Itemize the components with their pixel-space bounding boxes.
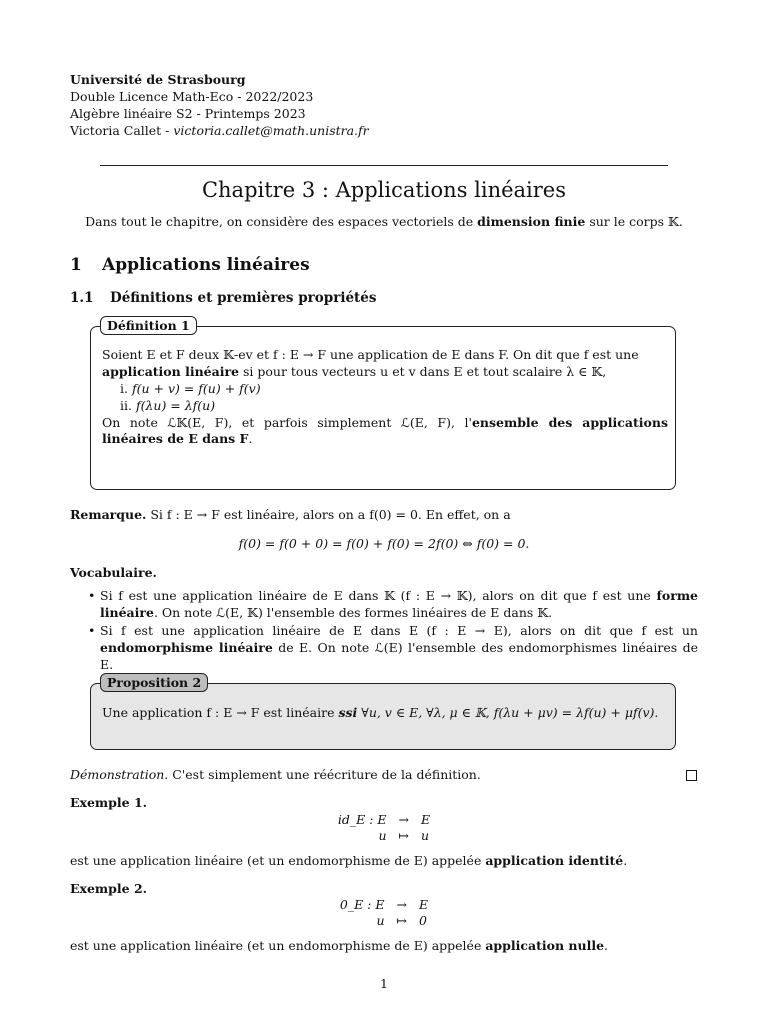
example1-r1-c1: id_E : E xyxy=(337,812,387,827)
demonstration-label: Démonstration. xyxy=(70,767,169,782)
example2-r1-c3: E xyxy=(418,897,429,912)
remark-paragraph xyxy=(70,507,698,524)
definition-item-2 xyxy=(120,398,668,415)
proposition-tag: Proposition 2 xyxy=(100,673,208,692)
demonstration-text: C'est simplement une réécriture de la définition. xyxy=(168,767,481,782)
definition-bold-term: application linéaire xyxy=(102,363,240,379)
definition-note xyxy=(102,415,668,449)
item1-formula: f(u + v) = f(u) + f(v) xyxy=(131,380,261,396)
example1-conclusion xyxy=(70,853,698,870)
note-before: On note ℒ𝕂(E, F), et parfois simplement ℒ(E, F), l' xyxy=(102,414,472,430)
example1-r1-c3: E xyxy=(421,812,431,827)
qed-square-icon xyxy=(686,770,697,781)
section-number: 1 xyxy=(70,255,82,275)
definition-body xyxy=(102,347,668,448)
example1-after-bold: application identité xyxy=(485,853,624,868)
header-author xyxy=(70,123,698,140)
bullet1-before: Si f est une application linéaire de E dans 𝕂 (f : E → 𝕂), alors on dit que f est une xyxy=(100,588,657,603)
author-name: Victoria Callet - xyxy=(70,122,174,138)
example2-r2-c3: 0 xyxy=(418,913,427,928)
example1-r2-c2: ↦ xyxy=(398,828,410,843)
definition-line2-text: si pour tous vecteurs u et v dans E et tout scalaire λ ∈ 𝕂, xyxy=(239,363,607,379)
proposition-ssi: ssi xyxy=(338,705,358,720)
example1-after-end: . xyxy=(623,853,628,868)
author-email: victoria.callet@math.unistra.fr xyxy=(173,122,369,138)
vocabulary-bullet-2 xyxy=(100,623,698,674)
section-title: Applications linéaires xyxy=(102,255,310,275)
intro-paragraph xyxy=(0,214,768,231)
example1-row1 xyxy=(332,812,436,828)
item2-label: ii. xyxy=(120,397,132,413)
chapter-title: Chapitre 3 : Applications linéaires xyxy=(201,178,567,202)
subsection-heading xyxy=(70,289,376,307)
proposition-before: Une application f : E → F est linéaire xyxy=(102,705,339,720)
example2-row1 xyxy=(334,897,434,913)
example2-map-table xyxy=(334,897,434,929)
intro-after: sur le corps 𝕂. xyxy=(585,214,683,229)
example1-r2-c3: u xyxy=(421,828,430,843)
example1-r1-c2: → xyxy=(398,812,410,827)
example2-after-end: . xyxy=(604,938,609,953)
item1-label: i. xyxy=(120,380,128,396)
subsection-number: 1.1 xyxy=(70,290,94,306)
proposition-formula: ∀u, v ∈ E, ∀λ, μ ∈ 𝕂, f(λu + μv) = λf(u) + μf(v). xyxy=(357,705,659,720)
example2-row2 xyxy=(334,913,434,929)
bullet2-after: de E. On note ℒ(E) l'ensemble des endomorphismes linéaires de E. xyxy=(100,639,698,672)
bullet2-bold: endomorphisme linéaire xyxy=(100,639,273,655)
remark-text: Si f : E → F est linéaire, alors on a f(0) = 0. En effet, on a xyxy=(146,507,511,522)
vocabulary-list xyxy=(100,588,698,674)
example2-conclusion xyxy=(70,938,698,955)
example1-map xyxy=(0,812,768,844)
example1-row2 xyxy=(332,828,436,844)
vocabulary-bullet-1 xyxy=(100,588,698,622)
note-bold: ensemble des applications linéaires de E dans F xyxy=(102,414,668,447)
title-rule xyxy=(100,165,668,166)
remark-label: Remarque. xyxy=(70,507,147,522)
example2-r1-c2: → xyxy=(396,897,407,912)
example1-map-table xyxy=(332,812,436,844)
definition-line2 xyxy=(102,364,668,381)
remark-equation: f(0) = f(0 + 0) = f(0) + f(0) = 2f(0) ⇔ f(0) = 0. xyxy=(238,536,530,551)
header-program: Double Licence Math-Eco - 2022/2023 xyxy=(70,88,314,104)
vocabulary-title: Vocabulaire. xyxy=(70,565,157,580)
note-after: . xyxy=(248,431,253,447)
bullet2-before: Si f est une application linéaire de E dans E (f : E → E), alors on dit que f est un xyxy=(100,622,698,638)
document-header xyxy=(70,72,698,140)
bullet1-after: . On note ℒ(E, 𝕂) l'ensemble des formes linéaires de E dans 𝕂. xyxy=(153,604,553,620)
definition-line1: Soient E et F deux 𝕂-ev et f : E → F une application de E dans F. On dit que f est une xyxy=(102,347,639,362)
subsection-title: Définitions et premières propriétés xyxy=(110,290,377,306)
intro-bold: dimension finie xyxy=(477,214,586,229)
example2-map xyxy=(0,897,768,929)
example2-after-before: est une application linéaire (et un endomorphisme de E) appelée xyxy=(70,938,486,953)
item2-formula: f(λu) = λf(u) xyxy=(135,397,216,413)
section-heading xyxy=(70,254,310,277)
example2-title: Exemple 2. xyxy=(70,881,148,896)
example1-r2-c1: u xyxy=(378,828,387,843)
example2-after-bold: application nulle xyxy=(485,938,605,953)
definition-item-1 xyxy=(120,381,668,398)
definition-tag: Définition 1 xyxy=(100,316,197,335)
header-course: Algèbre linéaire S2 - Printemps 2023 xyxy=(70,105,306,121)
bullet1-bold: forme linéaire xyxy=(100,588,698,620)
example1-title: Exemple 1. xyxy=(70,795,148,810)
example1-after-before: est une application linéaire (et un endomorphisme de E) appelée xyxy=(70,853,486,868)
demonstration-paragraph xyxy=(70,767,698,784)
example2-r2-c2: ↦ xyxy=(396,913,407,928)
page-number: 1 xyxy=(380,976,388,991)
intro-before: Dans tout le chapitre, on considère des espaces vectoriels de xyxy=(85,214,478,229)
proposition-body xyxy=(102,705,668,722)
example2-r1-c1: 0_E : E xyxy=(339,897,385,912)
example2-r2-c1: u xyxy=(376,913,385,928)
header-university: Université de Strasbourg xyxy=(70,72,246,87)
